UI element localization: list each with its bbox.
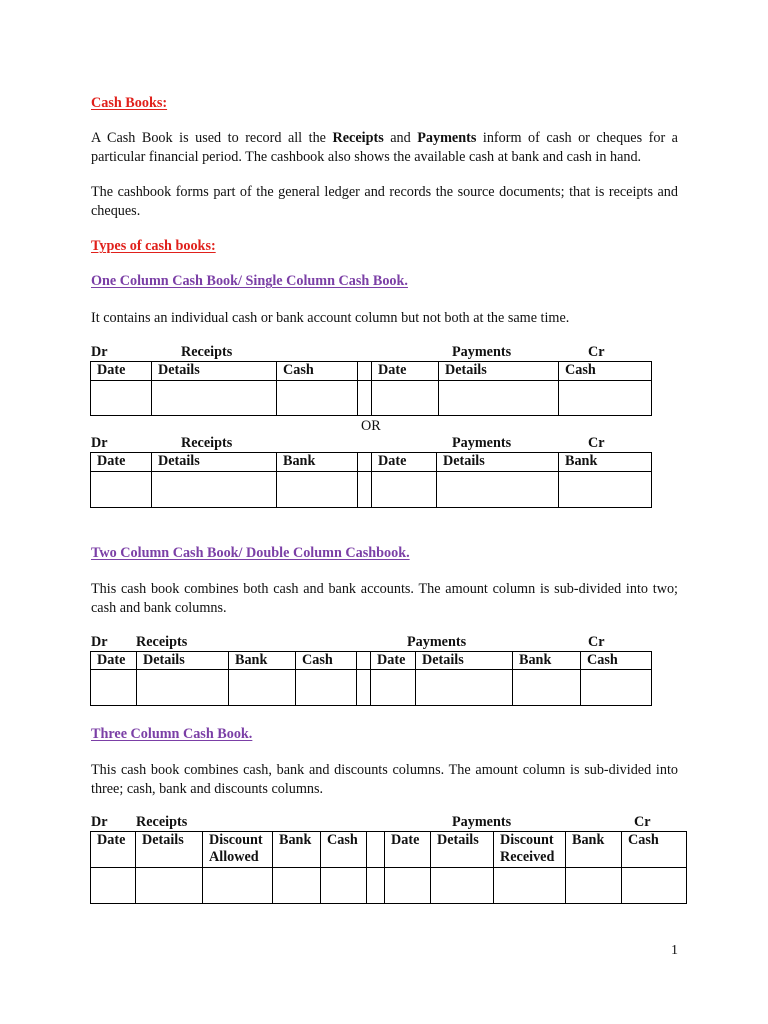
empty-cell [437, 472, 559, 508]
table-row [91, 381, 652, 416]
header-cell: Bank [277, 453, 358, 472]
intro-paragraph-1 [91, 129, 678, 167]
table-header-row [91, 832, 687, 868]
intro-text-b: inform of cash or cheques for a particular financial period. The cashbook also shows the available cash at bank and cash in hand. [91, 130, 678, 165]
empty-cell [91, 472, 152, 508]
header-cell: Details [416, 652, 513, 670]
single-column-cash-table [90, 361, 652, 416]
empty-cell [91, 381, 152, 416]
receipts-label: Receipts [181, 435, 233, 451]
empty-cell [358, 381, 372, 416]
empty-cell [296, 670, 357, 706]
empty-cell [321, 868, 367, 904]
single-column-bank-table [90, 452, 652, 508]
empty-cell [416, 670, 513, 706]
one-column-description: It contains an individual cash or bank account column but not both at the same time. [91, 310, 570, 326]
header-cell: Bank [559, 453, 652, 472]
cr-label: Cr [588, 344, 605, 360]
empty-cell [91, 868, 136, 904]
empty-cell [494, 868, 566, 904]
three-column-description: This cash book combines cash, bank and discounts columns. The amount column is sub-divided into three; cash, bank and discounts columns. [91, 762, 678, 797]
intro-text-a: A Cash Book is used to record all the [91, 130, 333, 146]
three-column-table [90, 831, 687, 904]
empty-cell [559, 472, 652, 508]
header-cell: Date [371, 652, 416, 670]
header-cell [358, 453, 372, 472]
or-label: OR [361, 418, 381, 434]
empty-cell [137, 670, 229, 706]
cr-label: Cr [634, 814, 651, 830]
empty-cell [203, 868, 273, 904]
empty-cell [372, 381, 439, 416]
receipts-label: Receipts [136, 634, 188, 650]
empty-cell [273, 868, 321, 904]
empty-cell [277, 381, 358, 416]
header-cell [358, 362, 372, 381]
header-cell [357, 652, 371, 670]
header-cell: Cash [581, 652, 652, 670]
header-cell: Cash [321, 832, 367, 868]
empty-cell [367, 868, 385, 904]
header-cell: Details [439, 362, 559, 381]
header-cell: Bank [273, 832, 321, 868]
payments-label: Payments [407, 634, 467, 650]
page-number: 1 [671, 943, 678, 958]
dr-label: Dr [91, 435, 108, 451]
empty-cell [622, 868, 687, 904]
header-cell: Date [91, 453, 152, 472]
table-row [91, 868, 687, 904]
two-column-heading: Two Column Cash Book/ Double Column Cashbook. [91, 545, 410, 561]
table-header-row [91, 652, 652, 670]
cr-label: Cr [588, 435, 605, 451]
header-cell: Date [91, 652, 137, 670]
empty-cell [439, 381, 559, 416]
dr-label: Dr [91, 344, 108, 360]
header-cell: Details [152, 362, 277, 381]
cr-label: Cr [588, 634, 605, 650]
header-cell: Date [385, 832, 431, 868]
empty-cell [136, 868, 203, 904]
empty-cell [277, 472, 358, 508]
header-cell: Cash [277, 362, 358, 381]
two-column-table [90, 651, 652, 706]
empty-cell [152, 381, 277, 416]
header-cell: Date [91, 832, 136, 868]
empty-cell [385, 868, 431, 904]
one-column-heading: One Column Cash Book/ Single Column Cash Book. [91, 273, 408, 289]
empty-cell [371, 670, 416, 706]
empty-cell [152, 472, 277, 508]
payments-term: Payments [417, 130, 477, 146]
three-column-heading: Three Column Cash Book. [91, 726, 253, 742]
empty-cell [581, 670, 652, 706]
header-cell: Bank [566, 832, 622, 868]
dr-label: Dr [91, 814, 108, 830]
empty-cell [372, 472, 437, 508]
page-title: Cash Books: [91, 95, 168, 111]
header-cell: Bank [229, 652, 296, 670]
header-cell: Date [372, 362, 439, 381]
header-cell: Details [136, 832, 203, 868]
payments-label: Payments [452, 435, 512, 451]
empty-cell [559, 381, 652, 416]
empty-cell [229, 670, 296, 706]
empty-cell [566, 868, 622, 904]
header-cell: Details [137, 652, 229, 670]
header-cell: Cash [559, 362, 652, 381]
table-header-row [91, 453, 652, 472]
empty-cell [513, 670, 581, 706]
two-column-description: This cash book combines both cash and bank accounts. The amount column is sub-divided into two; cash and bank columns. [91, 581, 678, 616]
empty-cell [358, 472, 372, 508]
intro-text-and: and [383, 130, 418, 146]
header-cell: Discount Received [494, 832, 566, 868]
receipts-label: Receipts [181, 344, 233, 360]
dr-label: Dr [91, 634, 108, 650]
header-cell: Details [152, 453, 277, 472]
table-header-row [91, 362, 652, 381]
header-cell: Cash [622, 832, 687, 868]
types-heading: Types of cash books: [91, 238, 216, 254]
payments-label: Payments [452, 344, 512, 360]
header-cell: Details [437, 453, 559, 472]
header-cell: Details [431, 832, 494, 868]
header-cell: Date [372, 453, 437, 472]
header-cell: Date [91, 362, 152, 381]
empty-cell [357, 670, 371, 706]
table-row [91, 670, 652, 706]
payments-label: Payments [452, 814, 512, 830]
header-cell: Bank [513, 652, 581, 670]
header-cell: Discount Allowed [203, 832, 273, 868]
empty-cell [431, 868, 494, 904]
intro-paragraph-2: The cashbook forms part of the general ledger and records the source documents; that is receipts and cheques. [91, 184, 678, 219]
receipts-label: Receipts [136, 814, 188, 830]
table-row [91, 472, 652, 508]
receipts-term: Receipts [332, 130, 384, 146]
header-cell [367, 832, 385, 868]
empty-cell [91, 670, 137, 706]
header-cell: Cash [296, 652, 357, 670]
